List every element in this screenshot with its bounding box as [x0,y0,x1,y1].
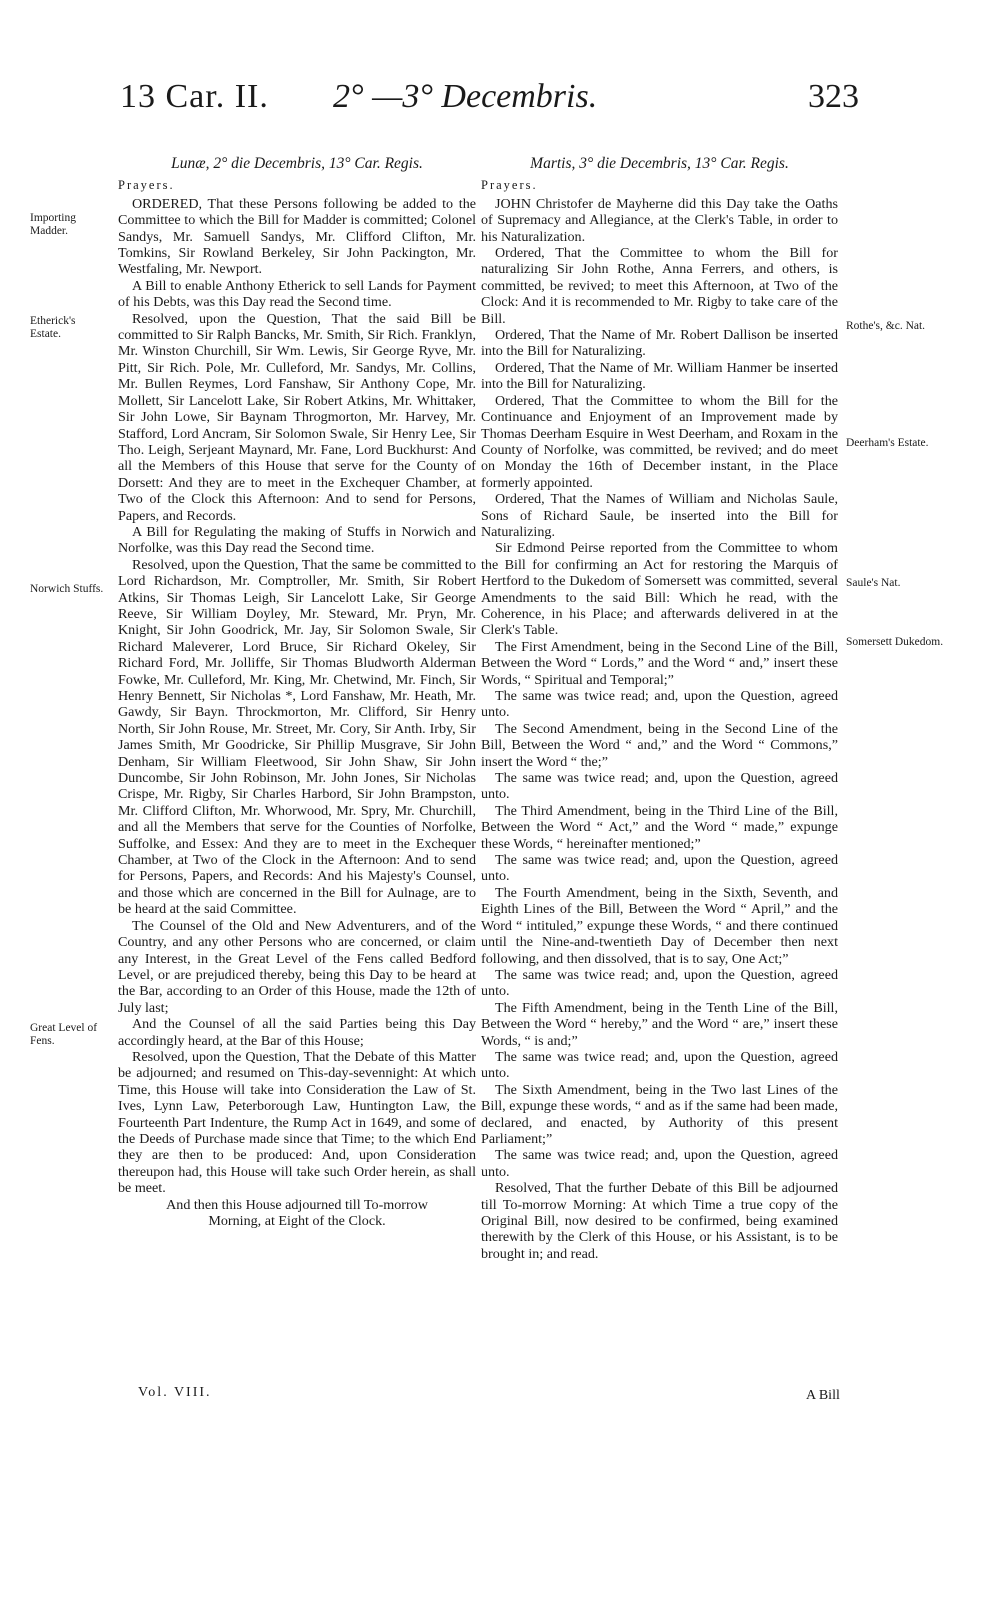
amendment-6: The Sixth Amendment, being in the Two last Lines of the Bill, expunge these words, “ and as if the same had been made, declared, and enacted, by Authority of this present Parliament;” [481,1081,838,1147]
dallison-order: Ordered, That the Name of Mr. Robert Dallison be inserted into the Bill for Naturalizing. [481,327,838,360]
margin-note-somersett: Somersett Dukedom. [846,636,944,648]
margin-note-ethericks-estate: Etherick's Estate. [30,315,76,340]
amendment-1: The First Amendment, being in the Second Line of the Bill, Between the Word “ Lords,” and the Word “ and,” insert these Words, “ Spiritual and Temporal;” [481,638,838,688]
amendment-6-agreed: The same was twice read; and, upon the Question, agreed unto. [481,1147,838,1180]
page-header [0,78,992,148]
margin-note-great-level: Great Level of Fens. [30,1022,98,1047]
margin-note-saules-nat: Saule's Nat. [846,577,901,589]
rothe-order: Ordered, That the Committee to whom the Bill for naturalizing Sir John Rothe, Anna Ferrers, and others, is committed, be revived; to meet this Afternoon, at Two of the Clock: And it is recommended to Mr. Rigby to take care of the Bill. [481,245,838,327]
fens-heard: And the Counsel of all the said Parties being this Day accordingly heard, at the Bar of this House; [118,1016,476,1049]
right-prayers: Prayers. [481,178,538,193]
somersett-report: Sir Edmond Peirse reported from the Committee to whom the Bill for confirming an Act for restoring the Marquis of Hertford to the Dukedom of Somersett was committed, several Amendments to the said Bill: Which he read, with the Coherence, in his Place; and afterwards delivered in at the Clerk's Table. [481,540,838,639]
left-prayers: Prayers. [118,178,175,193]
margin-note-deerhams-estate: Deerham's Estate. [846,437,929,449]
amendment-2: The Second Amendment, being in the Second Line of the Bill, Between the Word “ and,” and the Word “ Commons,” insert the Word “ the;” [481,720,838,770]
saule-order: Ordered, That the Names of William and Nicholas Saule, Sons of Richard Saule, be inserted into the Bill for Naturalizing. [481,491,838,540]
amendment-1-agreed: The same was twice read; and, upon the Question, agreed unto. [481,688,838,721]
madder-order: ORDERED, That these Persons following be added to the Committee to which the Bill for Madder is committed; Colonel Sandys, Mr. Samuell Sandys, Mr. Clifford Clifton, Mr. Tomkins, Sir Rowland Berkeley, Sir John Packington, Mr. Westfaling, Mr. Newport. [118,195,476,278]
right-date-heading: Martis, 3° die Decembris, 13° Car. Regis. [530,155,789,172]
further-debate-resolution: Resolved, That the further Debate of this Bill be adjourned till To-morrow Morning: At which Time a true copy of the Original Bill, now desired to be confirmed, being examined therewith by the Clerk of this House, or his Assistant, is to be brought in; and read. [481,1180,838,1262]
amendment-3-agreed: The same was twice read; and, upon the Question, agreed unto. [481,852,838,885]
catchword: A Bill [806,1388,840,1403]
fens-resolution: Resolved, upon the Question, That the Debate of this Matter be adjourned; and resumed on This-day-sevennight: At which Time, this House will take into Consideration the Law of St. Ives, Lynn Law, Peterborough Law, Huntington Law, the Fourteenth Part Indenture, the Rump Act in 1649, and some of the Deeds of Purchase made since that Time; to the which End they are then to be produced: And, upon Consideration thereupon had, this House will take such Order herein, as shall be meet. [118,1048,476,1197]
norwich-committee: Resolved, upon the Question, That the same be committed to Lord Richardson, Mr. Comptroller, Mr. Smith, Sir Robert Atkins, Sir Thomas Leigh, Sir Lancelott Lake, Sir George Reeve, Sir William Doyley, Mr. Steward, Mr. Pryn, Mr. Knight, Sir John Goodrick, Mr. Jay, Sir Solomon Swale, Sir Richard Maleverer, Lord Bruce, Sir Richard Okeley, Sir Richard Ford, Mr. Jolliffe, Sir Thomas Bludworth Alderman Fowke, Mr. Culleford, Mr. King, Mr. Chetwind, Mr. Finch, Sir Henry Bennett, Sir Nicholas *, Lord Fanshaw, Mr. Heath, Mr. Gawdy, Sir Bayn. Throckmorton, Mr. Clifford, Sir Henry North, Sir John Rouse, Mr. Street, Mr. Cory, Sir Anth. Irby, Sir James Smith, Mr Goodricke, Sir Phillip Musgrave, Sir John Denham, Sir William Fleetwood, Sir John Shaw, Sir John Duncombe, Sir John Robinson, Mr. John Jones, Sir Nicholas Crispe, Mr. Rigby, Sir Charles Harbord, Sir John Brampston, Mr. Clifford Clifton, Mr. Whorwood, Mr. Spry, Mr. Churchill, and all the Members that serve for the Counties of Norfolke, Suffolke, and Essex: And they are to meet in the Exchequer Chamber, at Two of the Clock in the Afternoon: And to send for Persons, Papers, and Records: And his Majesty's Counsel, and those which are concerned in the Bill for Aulnage, are to be heard at the said Committee. [118,556,476,918]
amendment-4-agreed: The same was twice read; and, upon the Question, agreed unto. [481,966,838,1000]
etherick-bill: A Bill to enable Anthony Etherick to sell Lands for Payment of his Debts, was this Day read the Second time. [118,277,476,311]
etherick-committee: Resolved, upon the Question, That the said Bill be committed to Sir Ralph Bancks, Mr. Smith, Sir Rich. Franklyn, Mr. Winston Churchill, Sir Wm. Lewis, Sir George Ryve, Mr. Pitt, Sir Rich. Pole, Mr. Culleford, Mr. Sandys, Mr. Collins, Mr. Bullen Reymes, Lord Fanshaw, Sir Anthony Cope, Mr. Mollett, Sir Lancelott Lake, Sir Robert Atkins, Mr. Whittaker, Sir John Lowe, Sir Baynam Throgmorton, Mr. Harvey, Mr. Stafford, Lord Ancram, Sir Solomon Swale, Sir Henry Lee, Sir Tho. Leigh, Serjeant Maynard, Mr. Fane, Lord Buckhurst: And all the Members of this House that serve for the County of Dorsett: And they are to meet in the Exchequer Chamber, at Two of the Clock this Afternoon: And to send for Persons, Papers, and Records. [118,310,476,524]
hanmer-order: Ordered, That the Name of Mr. William Hanmer be inserted into the Bill for Naturalizing. [481,359,838,393]
margin-note-rothes-nat: Rothe's, &c. Nat. [846,320,926,332]
deerham-order: Ordered, That the Committee to whom the Bill for the Continuance and Enjoyment of an Improvement made by Thomas Deerham Esquire in West Deerham, and Roxam in the County of Norfolke, was committed, be revived; and do meet on Monday the 16th of December instant, in the Place formerly appointed. [481,392,838,491]
page-number: 323 [808,78,859,115]
left-date-heading: Lunæ, 2° die Decembris, 13° Car. Regis. [171,155,423,172]
margin-note-norwich-stuffs: Norwich Stuffs. [30,583,104,595]
amendment-5: The Fifth Amendment, being in the Tenth Line of the Bill, Between the Word “ hereby,” and the Word “ are,” insert these Words, “ is and;” [481,999,838,1049]
header-regnal-year: 13 Car. II. [120,78,269,115]
amendment-5-agreed: The same was twice read; and, upon the Question, agreed unto. [481,1048,838,1082]
adjournment: And then this House adjourned till To-morrow Morning, at Eight of the Clock. [166,1196,428,1229]
amendment-2-agreed: The same was twice read; and, upon the Question, agreed unto. [481,770,838,803]
amendment-3: The Third Amendment, being in the Third Line of the Bill, Between the Word “ Act,” and the Word “ made,” expunge these Words, “ hereinafter mentioned;” [481,802,838,852]
fens-counsel: The Counsel of the Old and New Adventurers, and of the Country, and any other Persons who are concerned, or claim any Interest, in the Great Level of the Fens called Bedford Level, or are prejudiced thereby, being this Day to be heard at the Bar, according to an Order of this House, made the 12th of July last; [118,917,476,1016]
amendment-4: The Fourth Amendment, being in the Sixth, Seventh, and Eighth Lines of the Bill, Between the Word “ April,” and the Word “ intituled,” expunge these Words, “ and there continued until the Nine-and-twentieth Day of December then next following, and then dissolved, that is to say, One Act;” [481,884,838,967]
header-dates: 2° —3° Decembris. [333,78,598,115]
right-column [481,156,838,1262]
margin-note-importing-madder: Importing Madder. [30,212,76,237]
volume-number: Vol. VIII. [138,1385,212,1400]
norwich-bill: A Bill for Regulating the making of Stuffs in Norwich and Norfolke, was this Day read the Second time. [118,523,476,557]
mayherne-oaths: JOHN Christofer de Mayherne did this Day take the Oaths of Supremacy and Allegiance, at the Clerk's Table, in order to his Naturalization. [481,195,838,245]
left-column [118,156,476,1229]
